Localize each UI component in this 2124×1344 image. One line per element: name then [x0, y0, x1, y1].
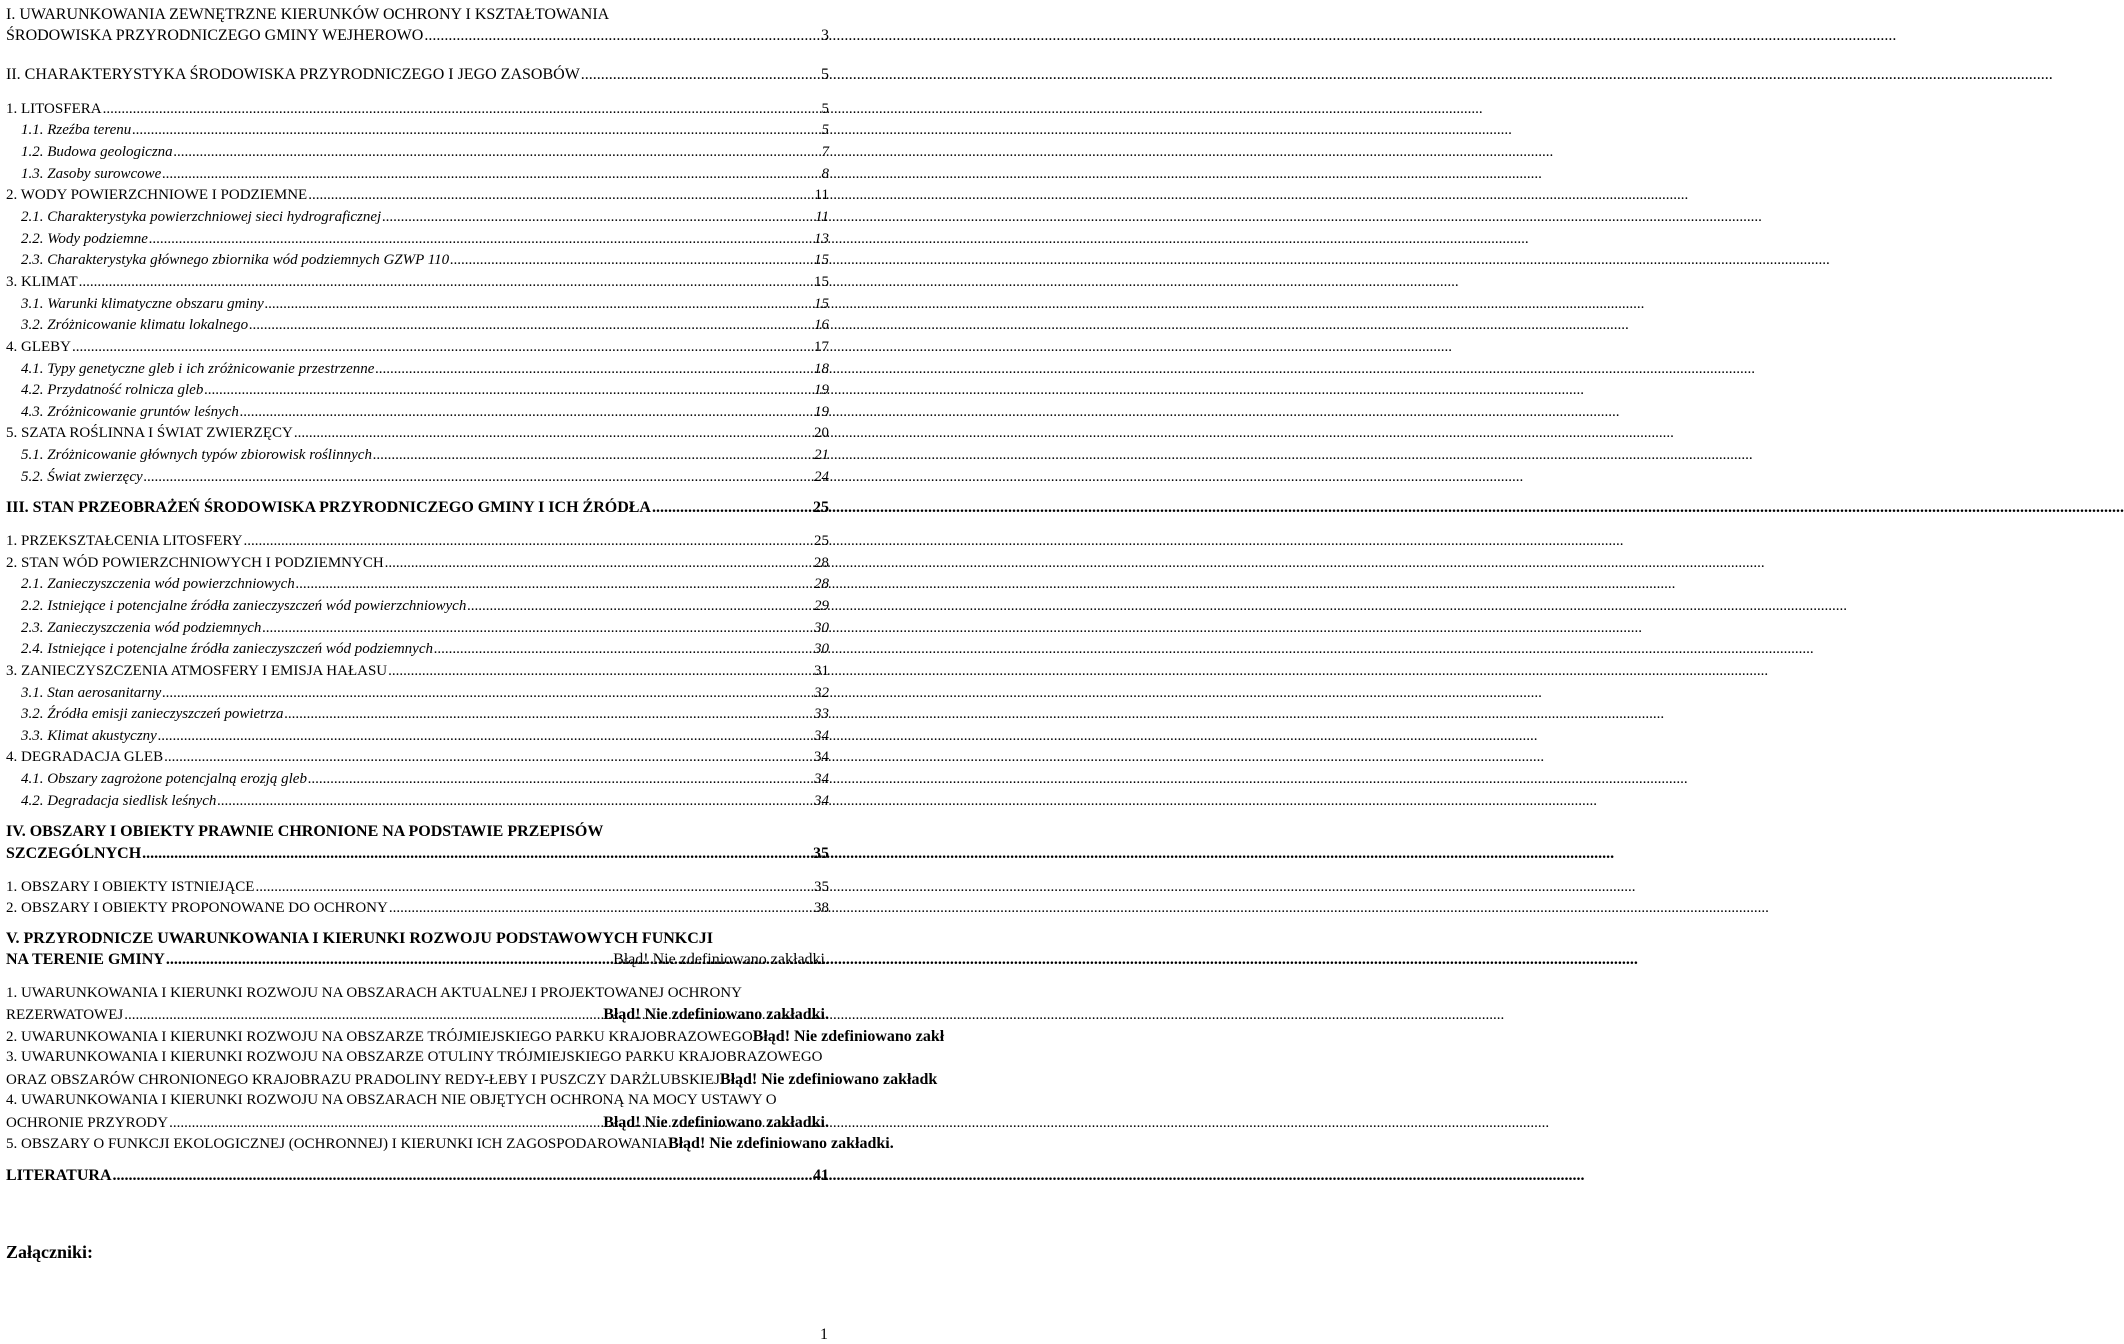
- toc-page-number: 33: [814, 706, 829, 722]
- toc-entry-otulina[interactable]: [6, 1071, 960, 1091]
- toc-leader: [240, 404, 813, 421]
- toc-entry-zrodla-zanieczyszczen-podziemnych[interactable]: [21, 641, 829, 661]
- toc-page-number: Błąd! Nie zdefiniowano zakładki.: [603, 1114, 829, 1131]
- toc-entry-przydatnosc-gleb[interactable]: [21, 382, 829, 402]
- toc-leader: [450, 252, 813, 269]
- toc-entry-text: 2.3. Zanieczyszczenia wód podziemnych: [21, 620, 262, 636]
- toc-page-number: 20: [814, 425, 829, 441]
- toc-leader: [162, 685, 813, 702]
- toc-leader: [385, 555, 813, 572]
- toc-entry-text: 3.2. Zróżnicowanie klimatu lokalnego: [21, 317, 249, 333]
- toc-page-number: 34: [814, 749, 829, 765]
- toc-entry-chapter-3[interactable]: [6, 499, 829, 519]
- toc-entry-text: III. STAN PRZEOBRAŻEŃ ŚRODOWISKA PRZYRODNICZEGO GMINY I ICH ŹRÓDŁA: [6, 499, 651, 516]
- toc-entry-warunki-klimatyczne[interactable]: [21, 296, 829, 316]
- toc-page-number: 31: [814, 663, 829, 679]
- toc-page-number: Błąd! Nie zdefiniowano zakładki.: [667, 1135, 894, 1152]
- toc-page-number: 25: [814, 533, 829, 549]
- toc-page-number: 30: [814, 620, 829, 636]
- toc-entry-text: 5.1. Zróżnicowanie głównych typów zbiorowisk roślinnych: [21, 447, 372, 463]
- toc-entry-wody-podziemne[interactable]: [21, 231, 829, 251]
- toc-entry-zanieczyszczenia-wod-powierzchniowych[interactable]: [21, 576, 829, 596]
- toc-entry-text: 1. OBSZARY I OBIEKTY ISTNIEJĄCE: [6, 879, 255, 895]
- toc-entry-otulina-line-1: [6, 1049, 829, 1069]
- toc-entry-text: 3.3. Klimat akustyczny: [21, 728, 157, 744]
- toc-page-number: 35: [813, 845, 829, 862]
- toc-leader: [581, 66, 820, 84]
- toc-entry-zasoby-surowcowe[interactable]: [21, 166, 829, 186]
- toc-entry-text: I. UWARUNKOWANIA ZEWNĘTRZNE KIERUNKÓW OCHRONY I KSZTAŁTOWANIA: [6, 6, 610, 23]
- toc-entry-zanieczyszczenia-wod-podziemnych[interactable]: [21, 620, 829, 640]
- toc-leader: [652, 499, 812, 517]
- toc-entry-text: 3.2. Źródła emisji zanieczyszczeń powietrza: [21, 706, 284, 722]
- toc-entry-chapter-1-line-1: [6, 6, 736, 26]
- toc-leader: [162, 166, 820, 183]
- toc-page-number: 34: [814, 728, 829, 744]
- toc-page-number: 34: [814, 771, 829, 787]
- toc-page-number: 28: [814, 555, 829, 571]
- toc-entry-text: 1.1. Rzeźba terenu: [21, 122, 132, 138]
- toc-page-number: 3: [821, 27, 829, 44]
- toc-entry-text: 4.2. Przydatność rolnicza gleb: [21, 382, 204, 398]
- toc-entry-rezerwaty-line-1: [6, 985, 829, 1005]
- toc-page-number: 28: [814, 576, 829, 592]
- toc-leader: [217, 793, 813, 810]
- toc-entry-text: 5. SZATA ROŚLINNA I ŚWIAT ZWIERZĘCY: [6, 425, 293, 441]
- toc-entry-budowa-geologiczna[interactable]: [21, 144, 829, 164]
- toc-leader: [174, 144, 821, 161]
- toc-entry-gzwp[interactable]: [21, 252, 829, 272]
- toc-entry-text: 2.2. Istniejące i potencjalne źródła zanieczyszczeń wód powierzchniowych: [21, 598, 467, 614]
- toc-leader: [255, 879, 813, 896]
- toc-page-number: 13: [814, 231, 829, 247]
- toc-entry-text: 3. UWARUNKOWANIA I KIERUNKI ROZWOJU NA OBSZARZE OTULINY TRÓJMIEJSKIEGO PARKU KRAJOBRAZOWEGO: [6, 1049, 823, 1065]
- toc-entry-text: V. PRZYRODNICZE UWARUNKOWANIA I KIERUNKI ROZWOJU PODSTAWOWYCH FUNKCJI: [6, 930, 714, 947]
- toc-entry-text: 1. PRZEKSZTAŁCENIA LITOSFERY: [6, 533, 243, 549]
- toc-entry-text: 4.3. Zróżnicowanie gruntów leśnych: [21, 404, 239, 420]
- toc-entry-text: 3.1. Warunki klimatyczne obszaru gminy: [21, 296, 264, 312]
- toc-entry-chapter-5-line-1: [6, 930, 829, 950]
- toc-entry-text: 4. GLEBY: [6, 339, 71, 355]
- toc-page-number: 5: [821, 122, 829, 138]
- toc-page-number: 19: [814, 382, 829, 398]
- toc-entry-text: 2. OBSZARY I OBIEKTY PROPONOWANE DO OCHRONY: [6, 900, 388, 916]
- toc-leader: [142, 845, 812, 863]
- toc-entry-text: 5. OBSZARY O FUNKCJI EKOLOGICZNEJ (OCHRONNEJ) I KIERUNKI ICH ZAGOSPODAROWANIA: [6, 1136, 668, 1152]
- toc-page-number: 11: [814, 187, 829, 203]
- toc-entry-stan-wod[interactable]: [6, 555, 829, 575]
- toc-entry-text: 1. UWARUNKOWANIA I KIERUNKI ROZWOJU NA OBSZARACH AKTUALNEJ I PROJEKTOWANEJ OCHRONY: [6, 985, 742, 1001]
- toc-entry-rzezba-terenu[interactable]: [21, 122, 829, 142]
- toc-entry-siec-hydrograficzna[interactable]: [21, 209, 829, 229]
- toc-entry-gleby[interactable]: [6, 339, 829, 359]
- toc-entry-litosfera[interactable]: [6, 101, 829, 121]
- toc-leader: [204, 382, 813, 399]
- toc-entry-text: LITERATURA: [6, 1167, 112, 1184]
- toc-entry-text: 5.2. Świat zwierzęcy: [21, 469, 143, 485]
- toc-page-number: 15: [814, 252, 829, 268]
- toc-entry-obszary-istniejace[interactable]: [6, 879, 829, 899]
- toc-entry-text: OCHRONIE PRZYRODY: [6, 1115, 169, 1131]
- toc-leader: [467, 598, 813, 615]
- toc-entry-klimat[interactable]: [6, 274, 829, 294]
- toc-leader: [243, 533, 813, 550]
- toc-entry-erozja-gleb[interactable]: [21, 771, 829, 791]
- toc-entry-zbiorowiska[interactable]: [21, 447, 829, 467]
- toc-entry-literatura[interactable]: [6, 1167, 829, 1187]
- toc-entry-degradacja-gleb[interactable]: [6, 749, 829, 769]
- toc-entry-siedliska-lesne[interactable]: [21, 793, 829, 813]
- toc-leader: [434, 641, 813, 658]
- toc-entry-text: 1.3. Zasoby surowcowe: [21, 166, 162, 182]
- toc-leader: [166, 951, 612, 969]
- toc-leader: [285, 706, 814, 723]
- toc-page-number: 41: [813, 1167, 829, 1184]
- toc-page-number: 11: [815, 209, 829, 225]
- toc-page-number: 15: [814, 296, 829, 312]
- toc-page-number: 35: [814, 879, 829, 895]
- toc-leader: [164, 749, 813, 766]
- toc-leader: [158, 728, 813, 745]
- toc-page-number: Błąd! Nie zdefiniowano zakładki.: [613, 951, 829, 968]
- toc-page-number: Błąd! Nie zdefiniowano zakładk: [719, 1071, 938, 1088]
- toc-leader: [249, 317, 813, 334]
- toc-leader: [103, 101, 821, 118]
- toc-leader: [113, 1167, 813, 1185]
- toc-entry-nieobjete-ochrona-line-1: [6, 1092, 829, 1112]
- toc-entry-klimat-akustyczny[interactable]: [21, 728, 829, 748]
- toc-leader: [308, 187, 813, 204]
- toc-entry-text: 1. LITOSFERA: [6, 101, 102, 117]
- toc-page-number: Błąd! Nie zdefiniowano zakładki.: [603, 1006, 829, 1023]
- toc-entry-text: ORAZ OBSZARÓW CHRONIONEGO KRAJOBRAZU PRADOLINY REDY-ŁEBY I PUSZCZY DARŻLUBSKIEJ: [6, 1072, 720, 1088]
- toc-entry-szata-roslinna[interactable]: [6, 425, 829, 445]
- attachments-heading: Załączniki:: [6, 1242, 94, 1262]
- toc-leader: [144, 469, 813, 486]
- toc-entry-text: 4.2. Degradacja siedlisk leśnych: [21, 793, 217, 809]
- toc-entry-zrodla-emisji[interactable]: [21, 706, 829, 726]
- toc-page-number: 32: [814, 685, 829, 701]
- toc-entry-klimat-lokalny[interactable]: [21, 317, 829, 337]
- toc-entry-chapter-4-line-1: [6, 823, 829, 843]
- toc-leader: [169, 1115, 602, 1132]
- toc-entry-text: 2.3. Charakterystyka głównego zbiornika wód podziemnych GZWP 110: [21, 252, 450, 268]
- document-page: [0, 0, 960, 1343]
- page-number: 1: [820, 1326, 828, 1343]
- toc-page-number: 5: [821, 66, 829, 83]
- toc-page-number: 34: [814, 793, 829, 809]
- toc-entry-text: 2. STAN WÓD POWIERZCHNIOWYCH I PODZIEMNYCH: [6, 555, 384, 571]
- toc-leader: [389, 900, 813, 917]
- toc-entry-text: 1.2. Budowa geologiczna: [21, 144, 173, 160]
- toc-leader: [79, 274, 813, 291]
- toc-page-number: 16: [814, 317, 829, 333]
- toc-entry-text: SZCZEGÓLNYCH: [6, 845, 142, 862]
- toc-entry-text: REZERWATOWEJ: [6, 1007, 124, 1023]
- toc-entry-text: 3.1. Stan aerosanitarny: [21, 685, 162, 701]
- toc-page-number: 8: [821, 166, 829, 182]
- toc-page-number: 15: [814, 274, 829, 290]
- toc-entry-swiat-zwierzecy[interactable]: [21, 469, 829, 489]
- toc-page-number: 7: [821, 144, 829, 160]
- toc-entry-wody[interactable]: [6, 187, 829, 207]
- toc-leader: [375, 361, 813, 378]
- toc-entry-text: 2.2. Wody podziemne: [21, 231, 148, 247]
- toc-leader: [262, 620, 813, 637]
- toc-entry-przeksztalcenia-litosfery[interactable]: [6, 533, 829, 553]
- toc-page-number: Błąd! Nie zdefiniowano zakł: [752, 1028, 945, 1045]
- toc-page-number: 19: [814, 404, 829, 420]
- toc-entry-text: 2.4. Istniejące i potencjalne źródła zanieczyszczeń wód podziemnych: [21, 641, 434, 657]
- toc-leader: [132, 122, 820, 139]
- toc-entry-stan-aerosanitarny[interactable]: [21, 685, 829, 705]
- toc-entry-text: IV. OBSZARY I OBIEKTY PRAWNIE CHRONIONE NA PODSTAWIE PRZEPISÓW: [6, 823, 604, 840]
- toc-page-number: 30: [814, 641, 829, 657]
- toc-page-number: 18: [814, 361, 829, 377]
- toc-entry-text: 4. UWARUNKOWANIA I KIERUNKI ROZWOJU NA OBSZARACH NIE OBJĘTYCH OCHRONĄ NA MOCY USTAWY O: [6, 1092, 777, 1108]
- toc-entry-chapter-2[interactable]: [6, 66, 829, 86]
- toc-entry-text: 4. DEGRADACJA GLEB: [6, 749, 164, 765]
- toc-page-number: 17: [814, 339, 829, 355]
- toc-entry-text: 4.1. Typy genetyczne gleb i ich zróżnicowanie przestrzenne: [21, 361, 375, 377]
- toc-entry-text: II. CHARAKTERYSTYKA ŚRODOWISKA PRZYRODNICZEGO I JEGO ZASOBÓW: [6, 66, 580, 83]
- toc-entry-text: ŚRODOWISKA PRZYRODNICZEGO GMINY WEJHEROWO: [6, 27, 424, 44]
- toc-entry-grunty-lesne[interactable]: [21, 404, 829, 424]
- toc-page-number: 29: [814, 598, 829, 614]
- toc-entry-nieobjete-ochrona[interactable]: [6, 1114, 829, 1134]
- toc-entry-text: 2.1. Zanieczyszczenia wód powierzchniowych: [21, 576, 295, 592]
- toc-entry-text: 4.1. Obszary zagrożone potencjalną erozją gleb: [21, 771, 307, 787]
- toc-leader: [373, 447, 813, 464]
- toc-entry-obszary-proponowane[interactable]: [6, 900, 829, 920]
- toc-leader: [296, 576, 813, 593]
- toc-page-number: 25: [813, 499, 829, 516]
- toc-leader: [382, 209, 814, 226]
- toc-leader: [388, 663, 813, 680]
- toc-leader: [149, 231, 813, 248]
- toc-entry-typy-gleb[interactable]: [21, 361, 829, 381]
- toc-leader: [265, 296, 813, 313]
- toc-entry-zanieczyszczenia-atmosfery[interactable]: [6, 663, 829, 683]
- toc-page-number: 5: [821, 101, 829, 117]
- toc-entry-text: 2. UWARUNKOWANIA I KIERUNKI ROZWOJU NA OBSZARZE TRÓJMIEJSKIEGO PARKU KRAJOBRAZOWEGO: [6, 1029, 753, 1045]
- toc-page-number: 21: [814, 447, 829, 463]
- toc-leader: [72, 339, 813, 356]
- toc-entry-chapter-4[interactable]: [6, 845, 829, 865]
- toc-entry-chapter-5[interactable]: [6, 951, 829, 971]
- toc-page-number: 38: [814, 900, 829, 916]
- toc-leader: [424, 27, 820, 45]
- toc-leader: [124, 1007, 602, 1024]
- toc-entry-text: 3. KLIMAT: [6, 274, 78, 290]
- toc-entry-text: 2.1. Charakterystyka powierzchniowej sieci hydrograficznej: [21, 209, 382, 225]
- toc-entry-chapter-1[interactable]: [6, 27, 829, 47]
- toc-entry-text: NA TERENIE GMINY: [6, 951, 165, 968]
- toc-leader: [294, 425, 813, 442]
- toc-entry-tpk[interactable]: [6, 1028, 960, 1048]
- toc-leader: [308, 771, 813, 788]
- toc-page-number: 24: [814, 469, 829, 485]
- toc-entry-zrodla-zanieczyszczen-powierzchniowych[interactable]: [21, 598, 829, 618]
- toc-entry-funkcja-ekologiczna[interactable]: [6, 1135, 946, 1155]
- toc-entry-text: 3. ZANIECZYSZCZENIA ATMOSFERY I EMISJA HAŁASU: [6, 663, 388, 679]
- toc-entry-text: 2. WODY POWIERZCHNIOWE I PODZIEMNE: [6, 187, 308, 203]
- toc-entry-rezerwaty[interactable]: [6, 1006, 829, 1026]
